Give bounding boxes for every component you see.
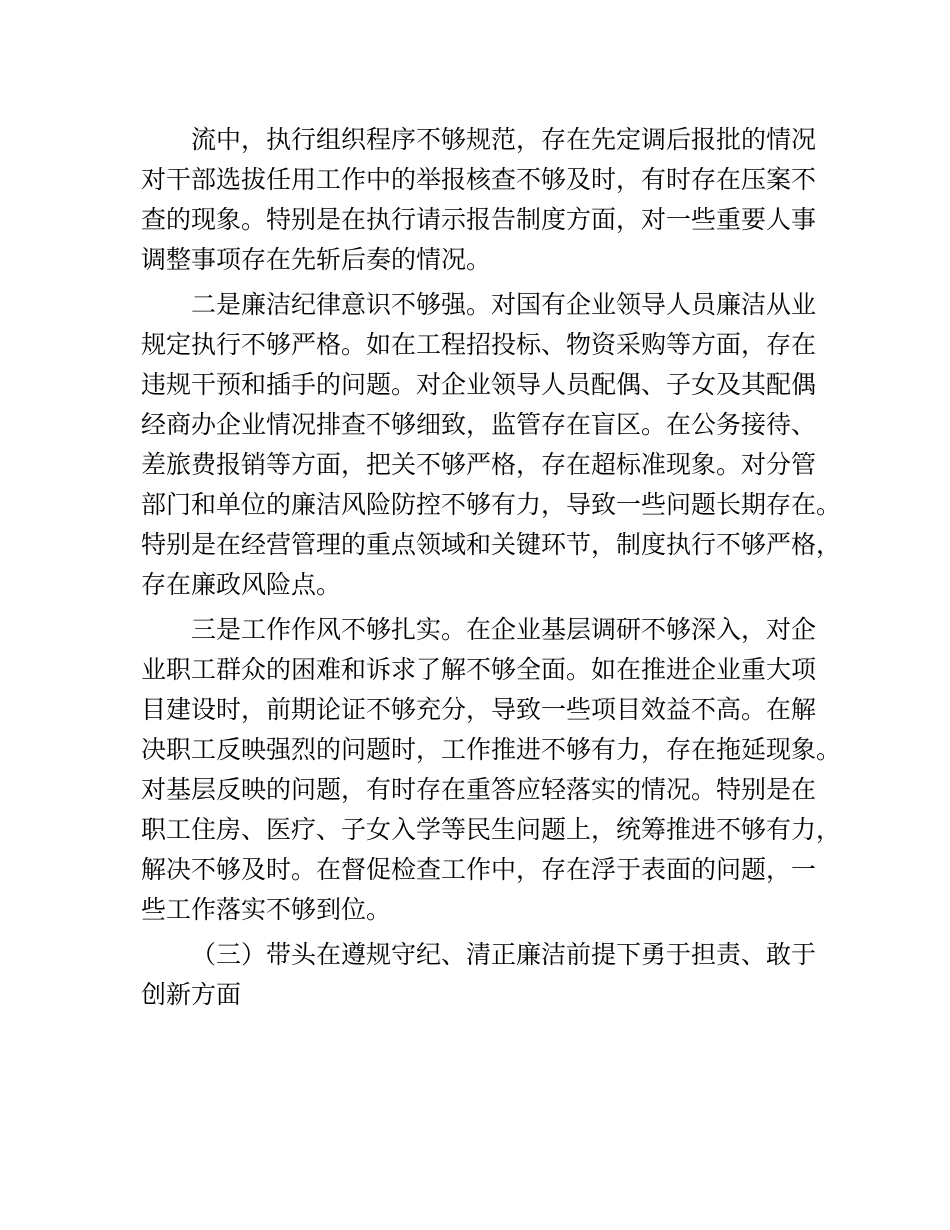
text-line: 决职工反映强烈的问题时，工作推进不够有力，存在拖延现象。 bbox=[141, 735, 842, 764]
text-line: 差旅费报销等方面，把关不够严格，存在超标准现象。对分管 bbox=[141, 450, 817, 479]
text-line: 调整事项存在先斩后奏的情况。 bbox=[141, 245, 492, 274]
text-line: 特别是在经营管理的重点领域和关键环节，制度执行不够严格， bbox=[141, 530, 842, 559]
text-line: 解决不够及时。在督促检查工作中，存在浮于表面的问题，一 bbox=[141, 855, 817, 884]
heading-line: （三）带头在遵规守纪、清正廉洁前提下勇于担责、敢于 bbox=[191, 940, 817, 969]
text-line: 违规干预和插手的问题。对企业领导人员配偶、子女及其配偶 bbox=[141, 370, 817, 399]
text-line: 些工作落实不够到位。 bbox=[141, 895, 392, 924]
text-line: 职工住房、医疗、子女入学等民生问题上，统筹推进不够有力， bbox=[141, 815, 842, 844]
text-line: 目建设时，前期论证不够充分，导致一些项目效益不高。在解 bbox=[141, 695, 817, 724]
text-line: 二是廉洁纪律意识不够强。对国有企业领导人员廉洁从业 bbox=[191, 290, 817, 319]
paragraph-1 bbox=[141, 120, 841, 280]
section-heading bbox=[141, 935, 841, 1015]
text-line: 对干部选拔任用工作中的举报核查不够及时，有时存在压案不 bbox=[141, 165, 817, 194]
text-line: 三是工作作风不够扎实。在企业基层调研不够深入，对企 bbox=[191, 615, 817, 644]
paragraph-2 bbox=[141, 285, 841, 605]
text-line: 规定执行不够严格。如在工程招投标、物资采购等方面，存在 bbox=[141, 330, 817, 359]
text-line: 存在廉政风险点。 bbox=[141, 570, 342, 599]
document-body bbox=[141, 120, 841, 1015]
text-line: 查的现象。特别是在执行请示报告制度方面，对一些重要人事 bbox=[141, 205, 817, 234]
paragraph-3 bbox=[141, 610, 841, 930]
heading-line: 创新方面 bbox=[141, 980, 242, 1009]
text-line: 对基层反映的问题，有时存在重答应轻落实的情况。特别是在 bbox=[141, 775, 817, 804]
text-line: 业职工群众的困难和诉求了解不够全面。如在推进企业重大项 bbox=[141, 655, 817, 684]
text-line: 部门和单位的廉洁风险防控不够有力，导致一些问题长期存在。 bbox=[141, 490, 842, 519]
text-line: 经商办企业情况排查不够细致，监管存在盲区。在公务接待、 bbox=[141, 410, 817, 439]
text-line: 流中，执行组织程序不够规范，存在先定调后报批的情况 bbox=[191, 125, 817, 154]
